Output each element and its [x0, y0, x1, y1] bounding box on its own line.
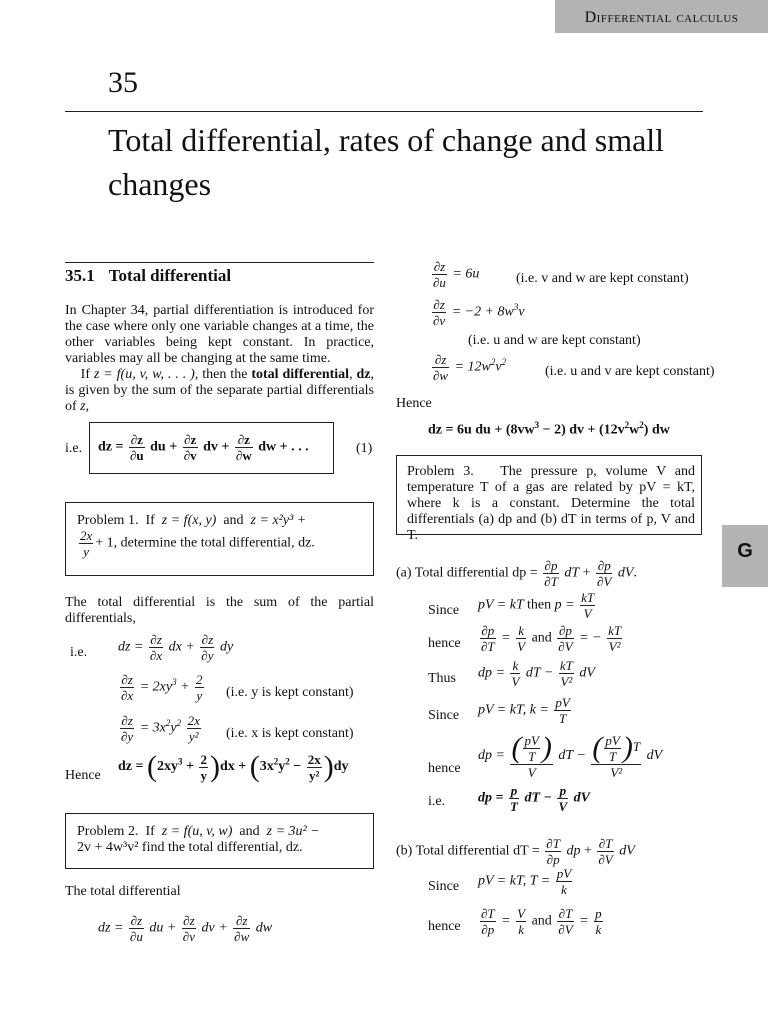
intro-paragraph: In Chapter 34, partial differentiation is introduced for the case where only one variable changes at a time, the other variables being kept constant. In practice, variables may all be changing at the same time.	[65, 303, 374, 366]
pa-hence-1: hence	[428, 636, 461, 651]
pa-partials: $\frac{\partial p}{\partial T}$ = $\frac{k}{V}$ and $\frac{\partial p}{\partial V}$ = − $\frac{kT}{\text{V²}}$	[481, 623, 622, 654]
p1-dz-dx: $\frac{\partial z}{\partial x}$ = $2xy^3$ + $\frac{2}{y}$	[121, 672, 203, 703]
pb-hence: hence	[428, 919, 461, 934]
part-b-total-dT: (b) Total differential dT = $\frac{\partial T}{\partial p}$ dp + $\frac{\partial T}{\partial V}$ dV	[396, 836, 635, 867]
pa-dp-substituted: dp = ( $\frac{pV}{T}$ ) V dT − ( $\frac{pV}{T}$ )T V² dV	[478, 731, 663, 780]
chapter-rule	[65, 111, 703, 112]
intro-definition: If z = f(u, v, w, . . . ), then the total differential, dz, is given by the sum of the separate partial differentials of z,	[65, 367, 374, 414]
p1-note-x: (i.e. x is kept constant)	[226, 726, 354, 741]
problem-1-box	[65, 502, 374, 576]
ie-label: i.e.	[65, 441, 83, 456]
pa-ie: i.e.	[428, 794, 446, 809]
p2-note-uw: (i.e. u and w are kept constant)	[468, 333, 641, 348]
pb-since: Since	[428, 879, 460, 894]
p2-dz-dw: $\frac{\partial z}{\partial w}$ = $12w^2v^2$	[433, 352, 507, 383]
total-differential-formula: dz = $\frac{\partial z}{\partial u}$ du + $\frac{\partial z}{\partial v}$ dv + $\frac{\partial z}{\partial w}$ dw + . . .	[98, 432, 309, 463]
p2-dz-du: $\frac{\partial z}{\partial u}$ = 6u	[433, 259, 480, 290]
problem-1-text-line2: $\frac{2x}{y}$ + 1, determine the total differential, dz.	[80, 528, 315, 559]
total-differential-formula-box	[89, 422, 334, 474]
p1-dz-dy: $\frac{\partial z}{\partial y}$ = $3x^2y^2$ $\frac{2x}{\text{y²}}$	[121, 713, 200, 744]
pa-since-2: Since	[428, 708, 460, 723]
p2-dz-dv: $\frac{\partial z}{\partial v}$ = $-2 + 8w^3v$	[433, 297, 525, 328]
p1-solution-intro: The total differential is the sum of the partial differentials,	[65, 595, 374, 626]
problem-1-text: Problem 1. If z = f(x, y) and z = x²y³ +	[77, 513, 307, 528]
pb-T-expr: pV = kT, T = $\frac{pV}{k}$	[478, 866, 572, 897]
problem-3-box	[396, 455, 702, 543]
p2-note-uv: (i.e. u and v are kept constant)	[545, 364, 715, 379]
pa-result: dp = $\frac{p}{T}$ dT − $\frac{p}{V}$ dV	[478, 783, 590, 814]
pb-partials: $\frac{\partial T}{\partial p}$ = $\frac{V}{k}$ and $\frac{\partial T}{\partial V}$ = $\frac{p}{k}$	[481, 906, 602, 937]
p1-result: dz = ($2xy^3$ + $\frac{2}{y}$ )$dx + (3x^2y^2$ − $\frac{2x}{\text{y²}}$ )dy	[118, 750, 349, 783]
pa-since-1: Since	[428, 603, 460, 618]
pa-k-expr: pV = kT, k = $\frac{pV}{T}$	[478, 695, 570, 726]
pa-hence-2: hence	[428, 761, 461, 776]
chapter-number: 35	[108, 66, 138, 99]
p2-result: dz = 6u du + $(8vw^3 - 2)$ dv + $(12v^2w^2)$ dw	[428, 420, 670, 438]
p2-note-vw: (i.e. v and w are kept constant)	[516, 271, 689, 286]
pa-dp-expr: dp = $\frac{k}{V}$ dT − $\frac{kT}{\text{V²}}$ dV	[478, 658, 595, 689]
problem-2-box	[65, 813, 374, 869]
pa-p-expr: pV = kT then p = $\frac{kT}{V}$	[478, 590, 595, 621]
problem-2-text: Problem 2. If z = f(u, v, w) and z = 3u² − 2v + 4w³v² find the total differential, dz.	[77, 824, 320, 855]
section-rule	[65, 262, 374, 263]
chapter-title: Total differential, rates of change and small changes	[108, 122, 665, 202]
p2-solution-intro: The total differential	[65, 884, 181, 899]
problem-3-text: Problem 3. The pressure p, volume V and temperature T of a gas are related by pV = kT, where k is a constant. Determine the total differentials (a) dp and (b) dT in terms of p, V and T.	[407, 464, 695, 543]
p1-note-y: (i.e. y is kept constant)	[226, 685, 354, 700]
equation-number: (1)	[356, 441, 373, 456]
running-header: Differential calculus	[555, 0, 768, 33]
p1-dz-equation: dz = $\frac{\partial z}{\partial x}$ dx + $\frac{\partial z}{\partial y}$ dy	[118, 632, 234, 663]
section-heading	[65, 266, 231, 286]
p2-dz-equation: dz = $\frac{\partial z}{\partial u}$ du + $\frac{\partial z}{\partial v}$ dv + $\frac{\partial z}{\partial w}$ dw	[98, 913, 273, 944]
pa-thus: Thus	[428, 671, 456, 686]
p1-hence-label: Hence	[65, 768, 101, 783]
section-number: 35.1	[65, 266, 95, 285]
section-tab-G: G	[722, 525, 768, 587]
section-title: Total differential	[108, 266, 232, 285]
p1-ie-label: i.e.	[70, 645, 88, 660]
p2-hence-label: Hence	[396, 396, 432, 411]
part-a-total-dp: (a) Total differential dp = $\frac{\partial p}{\partial T}$ dT + $\frac{\partial p}{\partial V}$ dV.	[396, 558, 637, 589]
